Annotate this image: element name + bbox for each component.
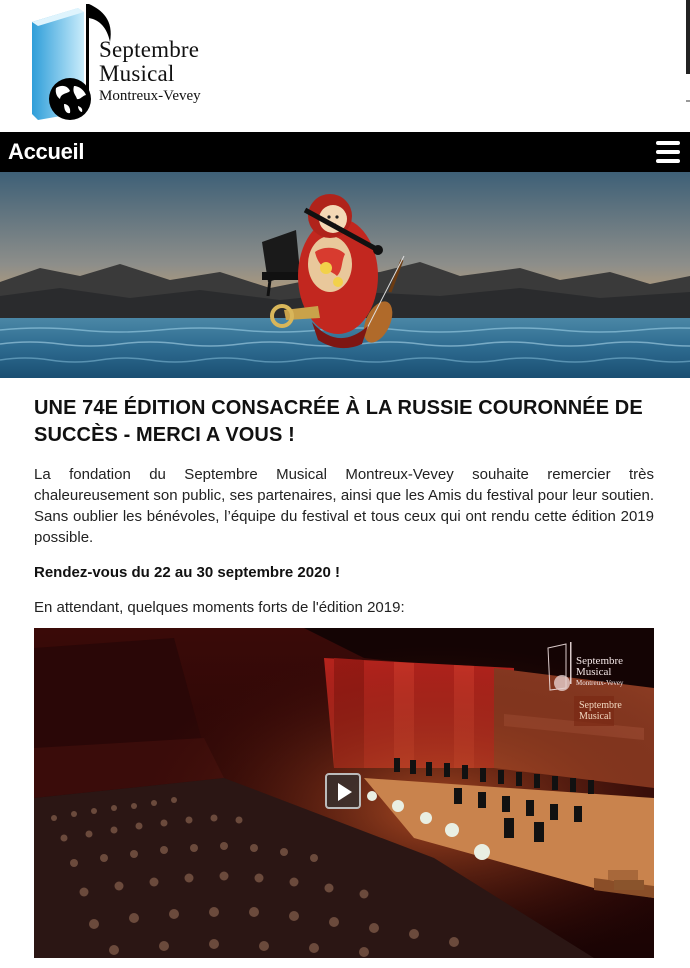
- article-section: [34, 395, 654, 618]
- logo-line-septembre: Septembre: [99, 37, 200, 62]
- watermark-line2: Musical: [576, 666, 612, 678]
- top-nav-bar: [0, 132, 690, 172]
- logo-line-musical: Musical: [99, 61, 175, 86]
- play-icon[interactable]: [325, 773, 361, 809]
- logo-line-city: Montreux-Vevey: [99, 88, 201, 104]
- banner-line1: Septembre: [579, 700, 622, 711]
- logo-wordmark[interactable]: [99, 38, 201, 104]
- hamburger-bar: [656, 159, 680, 163]
- article-paragraph-intro-video: En attendant, quelques moments forts de l'édition 2019:: [34, 599, 405, 616]
- video-player[interactable]: [34, 628, 654, 958]
- banner-line2: Musical: [579, 711, 612, 722]
- article-headline: UNE 74E ÉDITION CONSACRÉE À LA RUSSIE COURONNÉE DE SUCCÈS - MERCI A VOUS !: [34, 397, 643, 446]
- article-paragraph-thanks: La fondation du Septembre Musical Montreux-Vevey souhaite remercier très chaleureusement son public, ses partenaires, ainsi que les Amis du festival pour leur soutien. Sans oublier les bénévoles, l’équipe du festival et tous ceux qui ont rendu cette édition 2019 possible.: [34, 466, 654, 546]
- hamburger-icon[interactable]: [656, 141, 680, 163]
- site-header: [0, 0, 690, 132]
- nav-title-accueil[interactable]: Accueil: [8, 139, 85, 164]
- scrollbar[interactable]: [686, 0, 690, 74]
- scrollbar-tick: [686, 100, 690, 102]
- hamburger-bar: [656, 150, 680, 154]
- hamburger-bar: [656, 141, 680, 145]
- hero-illustration: [0, 172, 690, 378]
- hero-banner: [0, 172, 690, 378]
- watermark-line3: Montreux-Vevey: [576, 679, 624, 687]
- article-paragraph-dates: Rendez-vous du 22 au 30 septembre 2020 !: [34, 564, 340, 581]
- stage-banner-text: [579, 700, 622, 722]
- watermark-line1: Septembre: [576, 655, 624, 667]
- video-watermark-text: [576, 656, 623, 687]
